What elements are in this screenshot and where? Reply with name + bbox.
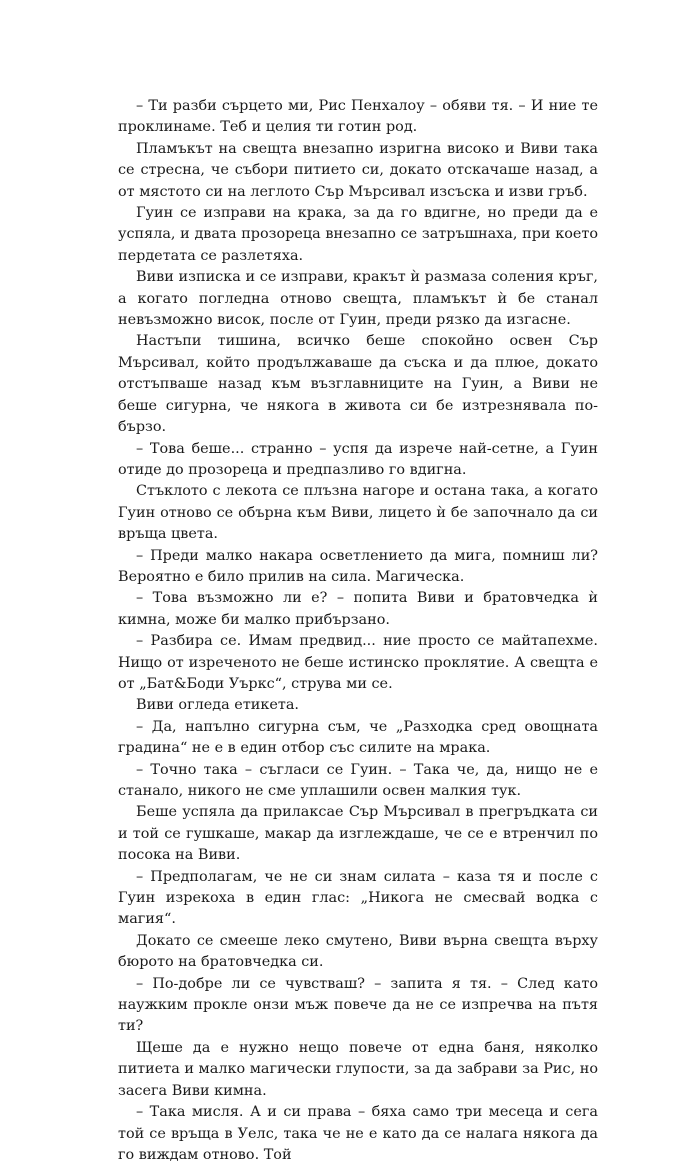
paragraph: – По-добре ли се чувстваш? – запита я тя. – След като наужким прокле онзи мъж повече да не се изпречва на пътя ти? (118, 975, 598, 1035)
paragraph: – Предполагам, че не си знам силата – каза тя и после с Гуин изрекоха в един глас: „Никога не смесвай водка с магия“. (118, 868, 598, 928)
paragraph: – Да, напълно сигурна съм, че „Разходка сред овощната градина“ не е в един отбор със силите на мрака. (118, 718, 598, 757)
paragraph: Виви изписка и се изправи, кракът ѝ размаза соления кръг, а когато погледна отново свещта, пламъкът ѝ бе станал невъзможно висок, после от Гуин, преди рязко да изгасне. (118, 269, 598, 329)
paragraph: – Преди малко накара осветлението да мига, помниш ли? Вероятно е било прилив на сила. Магическа. (118, 547, 598, 585)
paragraph: Гуин се изправи на крака, за да го вдигне, но преди да е успяла, и двата прозореца внезапно се затръшнаха, при което пердетата се разлетяха. (118, 205, 598, 264)
paragraph: – Разбира се. Имам предвид... ние просто се майтапехме. Нищо от изреченото не беше истинско проклятие. А свещта е от „Бат&Боди Уъркс“, струва ми се. (118, 633, 598, 692)
paragraph: Виви огледа етикета. (136, 697, 300, 714)
book-page-text (118, 96, 598, 1166)
paragraph: Докато се смееше леко смутено, Виви върна свещта върху бюрото на братовчедка си. (118, 932, 598, 971)
paragraph: Стъклото с лекота се плъзна нагоре и остана така, а когато Гуин отново се обърна към Виви, лицето ѝ бе започнало да си връща цвета. (118, 483, 598, 543)
paragraph: – Така мисля. А и си права – бяха само три месеца и сега той се връща в Уелс, така че не е като да се налага някога да го виждам отново. Той (118, 1104, 598, 1163)
paragraph: Настъпи тишина, всичко беше спокойно освен Сър Мърсивал, който продължаваше да съска и да плюе, докато отстъпваше назад към възглавниците на Гуин, а Виви не беше сигурна, че някога в живота си бе изтрезнявала по-бързо. (118, 333, 598, 436)
paragraph: Пламъкът на свещта внезапно изригна високо и Виви така се стресна, че събори питието си, докато отскачаше назад, а от мястото си на леглото Сър Мърсивал изсъска и изви гръб. (118, 140, 598, 200)
paragraph: – Ти разби сърцето ми, Рис Пенхалоу – обяви тя. – И ние те проклинаме. Теб и целия ти готин род. (118, 98, 598, 136)
paragraph: – Точно така – съгласи се Гуин. – Така че, да, нищо не е станало, никого не сме уплашили освен малкия тук. (118, 761, 598, 799)
paragraph: – Това възможно ли е? – попита Виви и братовчедка ѝ кимна, може би малко прибързано. (118, 590, 598, 628)
paragraph: – Това беше... странно – успя да изрече най-сетне, а Гуин отиде до прозореца и предпазливо го вдигна. (118, 440, 598, 478)
paragraph: Щеше да е нужно нещо повече от една баня, няколко питиета и малко магически глупости, за да забрави за Рис, но засега Виви кимна. (118, 1039, 598, 1099)
paragraph: Беше успяла да прилаксае Сър Мърсивал в прегръдката си и той се гушкаше, макар да изглеждаше, че се е втренчил по посока на Виви. (118, 804, 598, 864)
